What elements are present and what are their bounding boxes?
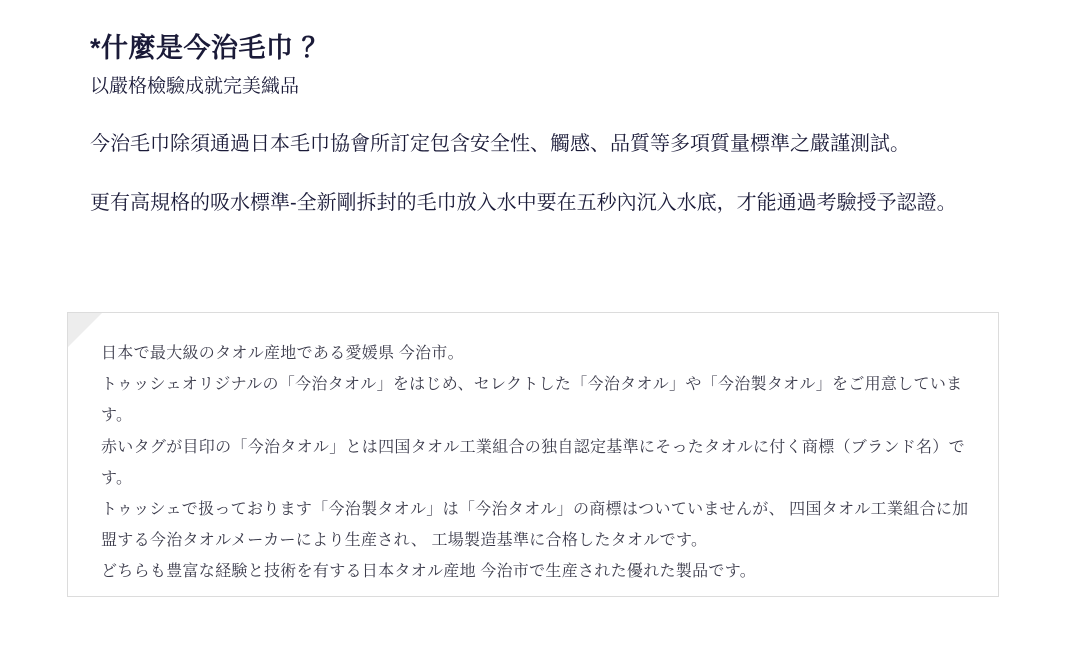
note-line: トゥッシェで扱っております「今治製タオル」は「今治タオル」の商標はついていませんが、 四国タオル工業組合に加盟する今治タオルメーカーにより生産され、 工場製造基準に合格したタオルです。 <box>101 500 969 550</box>
page-subtitle: 以嚴格檢驗成就完美織品 <box>90 76 300 98</box>
note-box <box>67 312 999 597</box>
note-line: 日本で最大級のタオル産地である愛媛県 今治市。 <box>101 345 464 362</box>
article-content <box>90 30 980 241</box>
note-line: どちらも豊富な経験と技術を有する日本タオル産地 今治市で生産された優れた製品です。 <box>101 563 757 581</box>
note-line: 赤いタグが目印の「今治タオル」とは四国タオル工業組合の独自認定基準にそったタオルに付く商標（ブランド名）です。 <box>101 438 965 487</box>
note-content <box>101 338 974 588</box>
page-title: *什麼是今治毛巾 ？ <box>90 33 330 63</box>
body-paragraph-2: 更有高規格的吸水標準-全新剛拆封的毛巾放入水中要在五秒內沉入水底，才能通過考驗授予認證。 <box>90 191 957 214</box>
note-line: トゥッシェオリジナルの「今治タオル」をはじめ、セレクトした「今治タオル」や「今治製タオル」をご用意しています。 <box>101 376 963 425</box>
note-corner-fold <box>68 313 102 347</box>
body-paragraph-1: 今治毛巾除須通過日本毛巾協會所訂定包含安全性、觸感、品質等多項質量標準之嚴謹測試。 <box>90 132 910 155</box>
